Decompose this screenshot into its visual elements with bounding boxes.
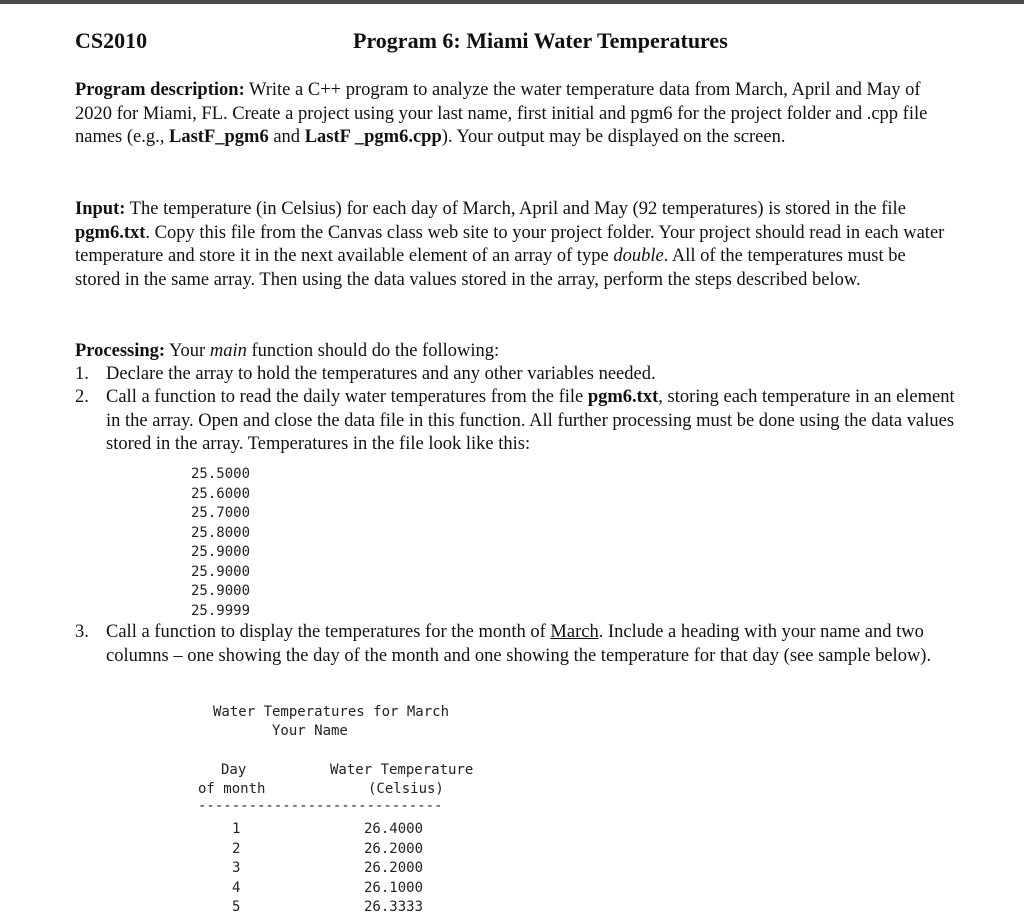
description-label: Program description: — [75, 80, 245, 100]
input-text-2: . Copy this file from the Canvas class web site to your project folder. Your project should read in each water temperature and store it in the next available element of an array of type — [75, 222, 945, 266]
temperature-column-subheader: (Celsius) — [368, 781, 444, 797]
step-3-text-2: . Include a heading with your name and two columns – one showing the day of the month and one showing the temperature for that day (see sample below). — [106, 622, 932, 666]
processing-text-2: function should do the following: — [246, 341, 500, 361]
input-text-3: . All of the temperatures must be stored in the same array. Then using the data values stored in the array, perform the steps described below. — [75, 246, 906, 290]
description-bold-2: LastF _pgm6.cpp — [304, 127, 442, 147]
document-title: Program 6: Miami Water Temperatures — [353, 28, 728, 53]
file-sample-block — [191, 465, 250, 621]
step-2-text-1: Call a function to read the daily water temperatures from the file — [106, 387, 588, 407]
step-1-number: 1. — [75, 364, 89, 384]
input-bold-1: pgm6.txt — [75, 222, 146, 243]
step-1 — [75, 363, 955, 387]
step-2-text-2: , storing each temperature in an element in the array. Open and close the data file in this function. All further processing must be done using the data values stored in the array. Temperatures in the file look like this: — [106, 387, 955, 454]
top-border — [0, 0, 1024, 4]
step-3-number: 3. — [75, 622, 89, 642]
sample-temperature: 26.2000 — [364, 840, 424, 857]
step-3 — [75, 621, 955, 668]
sample-day: 2 — [232, 840, 241, 857]
processing-text-1: Your — [165, 341, 210, 361]
processing-label: Processing: — [75, 341, 166, 361]
file-sample-line: 25.9000 — [191, 544, 251, 560]
file-sample-line: 25.6000 — [191, 485, 251, 502]
sample-row — [198, 859, 518, 879]
sample-row — [198, 820, 518, 840]
sample-temperature: 26.4000 — [364, 821, 424, 837]
sample-row — [198, 879, 518, 899]
input-italic-1: double — [613, 246, 664, 266]
day-column-header: Day — [221, 762, 247, 778]
sample-day: 3 — [232, 860, 241, 876]
sample-temperature: 26.1000 — [364, 879, 424, 896]
sample-temperature: 26.3333 — [364, 899, 424, 915]
divider-line: ----------------------------- — [198, 798, 443, 814]
file-sample-line: 25.9999 — [191, 602, 251, 619]
description-text-2: and — [268, 127, 305, 147]
description-bold-1: LastF_pgm6 — [169, 127, 269, 147]
processing-italic-1: main — [209, 341, 247, 361]
step-3-text-1: Call a function to display the temperatures for the month of — [106, 622, 551, 642]
step-2 — [75, 386, 955, 457]
day-column-subheader: of month — [198, 781, 266, 797]
step-2-number: 2. — [75, 387, 89, 407]
input-label: Input: — [75, 199, 126, 219]
program-description-paragraph — [75, 79, 955, 150]
file-sample-line: 25.8000 — [191, 524, 251, 541]
document-header — [75, 28, 955, 58]
description-text-1: Write a C++ program to analyze the water temperature data from March, April and May of 2020 for Miami, FL. Create a project using your last name, first initial and pgm6 for the project folder and .cpp file names (e.g., — [75, 80, 928, 147]
sample-day: 4 — [232, 879, 241, 896]
sample-temperature: 26.2000 — [364, 860, 424, 876]
sample-rows — [198, 820, 518, 918]
sample-day: 5 — [232, 899, 241, 915]
sample-heading: Water Temperatures for March — [213, 704, 450, 720]
input-text-1: The temperature (in Celsius) for each day of March, April and May (92 temperatures) is stored in the file — [125, 199, 906, 219]
course-code: CS2010 — [75, 28, 148, 53]
step-2-bold-1: pgm6.txt — [587, 387, 659, 407]
sample-row — [198, 840, 518, 860]
step-3-underline-1: March — [550, 622, 599, 642]
description-text-3: ). Your output may be displayed on the screen. — [441, 127, 786, 147]
input-paragraph — [75, 198, 955, 292]
sample-day: 1 — [232, 821, 241, 837]
sample-row — [198, 898, 518, 918]
sample-name: Your Name — [272, 723, 348, 739]
step-1-text: Declare the array to hold the temperatures and any other variables needed. — [106, 364, 656, 384]
file-sample-line: 25.9000 — [191, 583, 251, 599]
temperature-column-header: Water Temperature — [330, 762, 474, 778]
file-sample-line: 25.5000 — [191, 466, 251, 482]
file-sample-line: 25.9000 — [191, 563, 251, 580]
processing-paragraph — [75, 340, 955, 364]
file-sample-line: 25.7000 — [191, 505, 251, 521]
